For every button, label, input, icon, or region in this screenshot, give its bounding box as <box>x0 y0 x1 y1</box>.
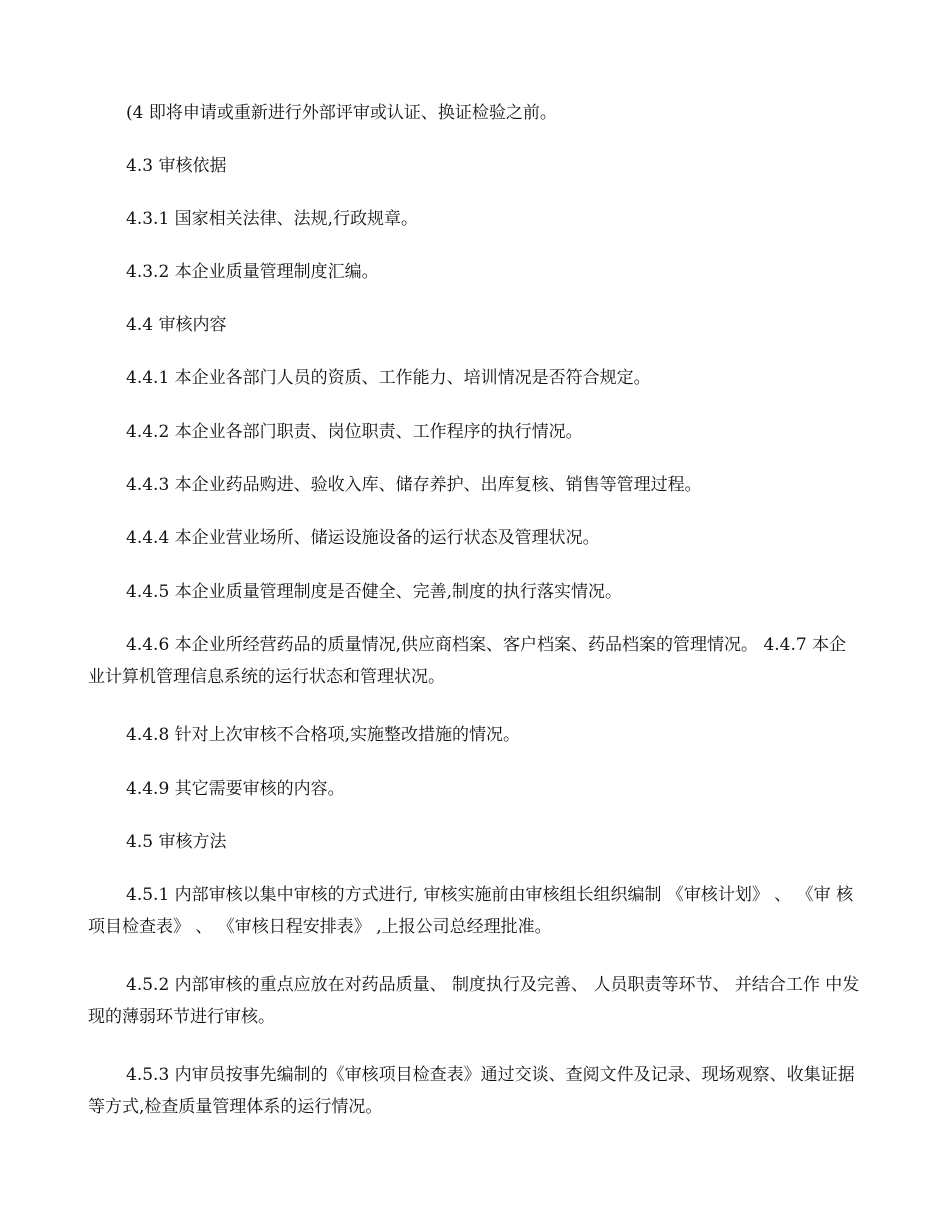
paragraph-4-4-5: 4.4.5 本企业质量管理制度是否健全、完善,制度的执行落实情况。 <box>126 582 623 602</box>
paragraph-4-4-2: 4.4.2 本企业各部门职责、岗位职责、工作程序的执行情况。 <box>126 422 583 442</box>
paragraph-4-4-9: 4.4.9 其它需要审核的内容。 <box>126 779 345 799</box>
heading-audit-method: 4.5 审核方法 <box>126 832 227 852</box>
paragraph-4-5-1: 4.5.1 内部审核以集中审核的方式进行, 审核实施前由审核组长组织编制 《审核计划》 、 《审 核项目检查表》 、 《审核日程安排表》 ,上报公司总经理批准。 <box>88 885 854 937</box>
paragraph-4-4-4: 4.4.4 本企业营业场所、储运设施设备的运行状态及管理状况。 <box>126 528 600 548</box>
heading-audit-content: 4.4 审核内容 <box>126 315 227 335</box>
paragraph-4-3-1: 4.3.1 国家相关法律、法规,行政规章。 <box>126 209 419 229</box>
paragraph-4-3-2: 4.3.2 本企业质量管理制度汇编。 <box>126 262 379 282</box>
paragraph-4-4-3: 4.4.3 本企业药品购进、验收入库、储存养护、出库复核、销售等管理过程。 <box>126 475 702 495</box>
paragraph-audit-timing-4: (4 即将申请或重新进行外部评审或认证、换证检验之前。 <box>126 103 557 123</box>
paragraph-4-4-1: 4.4.1 本企业各部门人员的资质、工作能力、培训情况是否符合规定。 <box>126 368 651 388</box>
paragraph-4-4-6-and-4-4-7: 4.4.6 本企业所经营药品的质量情况,供应商档案、客户档案、药品档案的管理情况。 4.4.7 本企业计算机管理信息系统的运行状态和管理状况。 <box>88 635 847 687</box>
paragraph-4-4-8: 4.4.8 针对上次审核不合格项,实施整改措施的情况。 <box>126 725 521 745</box>
paragraph-4-5-2: 4.5.2 内部审核的重点应放在对药品质量、 制度执行及完善、 人员职责等环节、 并结合工作 中发现的薄弱环节进行审核。 <box>88 975 860 1027</box>
paragraph-4-5-3: 4.5.3 内审员按事先编制的《审核项目检查表》通过交谈、查阅文件及记录、现场观察、收集证据等方式,检查质量管理体系的运行情况。 <box>88 1065 855 1117</box>
heading-audit-basis: 4.3 审核依据 <box>126 156 227 176</box>
